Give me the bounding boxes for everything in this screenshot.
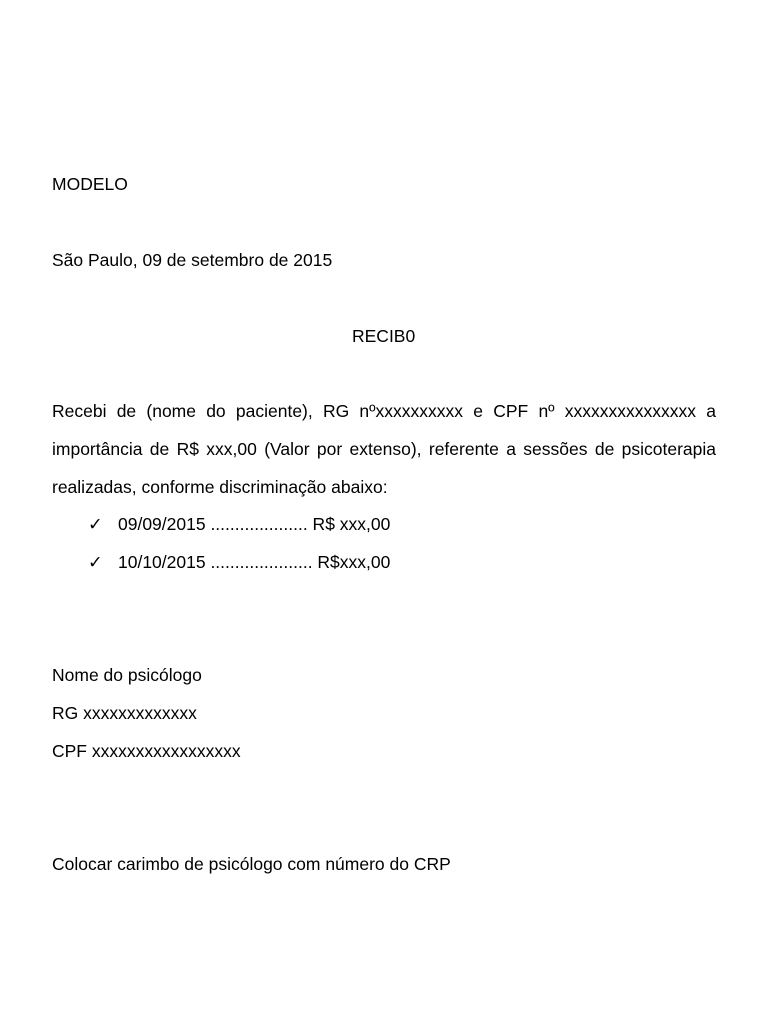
psychologist-name: Nome do psicólogo [52, 665, 202, 685]
list-item-text: 09/09/2015 .................... R$ xxx,00 [118, 514, 391, 534]
list-item [88, 512, 390, 536]
checkmark-icon: ✓ [88, 552, 103, 572]
psychologist-cpf: CPF xxxxxxxxxxxxxxxxx [52, 741, 241, 761]
list-item [88, 550, 390, 574]
list-item-text: 10/10/2015 ..................... R$xxx,00 [118, 552, 391, 572]
receipt-paragraph: Recebi de (nome do paciente), RG nºxxxxxxxxxx e CPF nº xxxxxxxxxxxxxxx a importância de R$ xxx,00 (Valor por extenso), referente a sessões de psicoterapia realizadas, conforme discriminação abaixo: [52, 401, 716, 497]
date-line: São Paulo, 09 de setembro de 2015 [52, 250, 333, 270]
checkmark-icon: ✓ [88, 514, 103, 534]
receipt-title-text: RECIB0 [352, 326, 416, 346]
psychologist-rg: RG xxxxxxxxxxxxx [52, 703, 197, 723]
document-heading: MODELO [52, 174, 128, 194]
stamp-note: Colocar carimbo de psicólogo com número do CRP [52, 854, 451, 874]
